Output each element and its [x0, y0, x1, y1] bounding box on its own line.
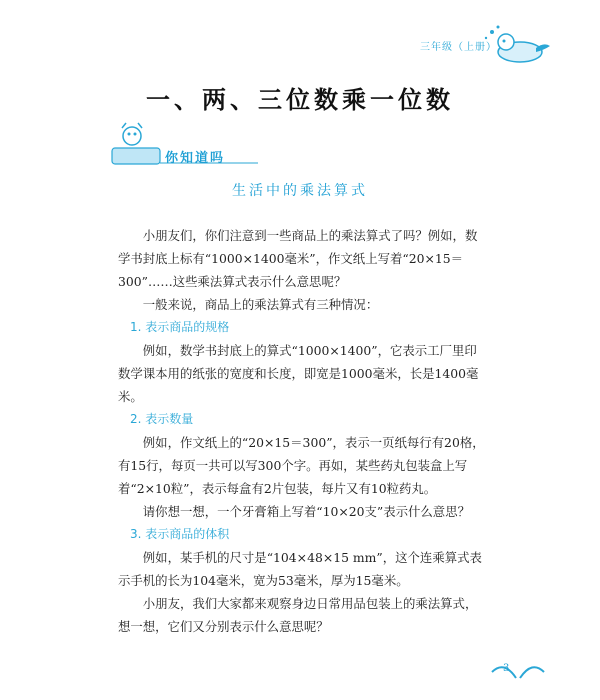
- section-subtitle: 生活中的乘法算式: [232, 183, 368, 199]
- body-text: [118, 224, 488, 638]
- page-number: 3: [503, 663, 510, 674]
- subheading: 1. 表示商品的规格: [130, 320, 230, 334]
- cartoon-bird-icon: [478, 22, 558, 72]
- paragraph: 小朋友，我们大家都来观察身边日常用品包装上的乘法算式，想一想，它们又分别表示什么意思呢？: [118, 596, 478, 634]
- paragraph: 请你想一想，一个牙膏箱上写着“10×20支”表示什么意思？: [142, 504, 470, 519]
- leaf-decoration-icon: [488, 650, 548, 685]
- paragraph: 例如，作文纸上的“20×15＝300”，表示一页纸每行有20格，有15行，每页一共可以写300个字。再如，某些药丸包装盒上写着“2×10粒”，表示每盒有2片包装，每片又有10粒药丸。: [118, 435, 485, 496]
- paragraph: 例如，某手机的尺寸是“104×48×15 mm”，这个连乘算式表示手机的长为104毫米，宽为53毫米，厚为15毫米。: [118, 550, 482, 588]
- paragraph: 例如，数学书封底上的算式“1000×1400”，它表示工厂里印数学课本用的纸张的宽度和长度，即宽是1000毫米，长是1400毫米。: [118, 343, 479, 404]
- paragraph: 一般来说，商品上的乘法算式有三种情况：: [142, 297, 379, 312]
- grade-label: 三年级（上册）: [420, 42, 497, 53]
- subheading: 3. 表示商品的体积: [130, 527, 230, 541]
- section-label: 你知道吗: [165, 151, 226, 166]
- paragraph: 小朋友们，你们注意到一些商品上的乘法算式了吗？例如，数学书封底上标有“1000×1400毫米”，作文纸上写着“20×15＝300”……这些乘法算式表示什么意思呢？: [118, 228, 478, 289]
- subheading: 2. 表示数量: [130, 412, 194, 426]
- page-title: 一、两、三位数乘一位数: [146, 85, 454, 114]
